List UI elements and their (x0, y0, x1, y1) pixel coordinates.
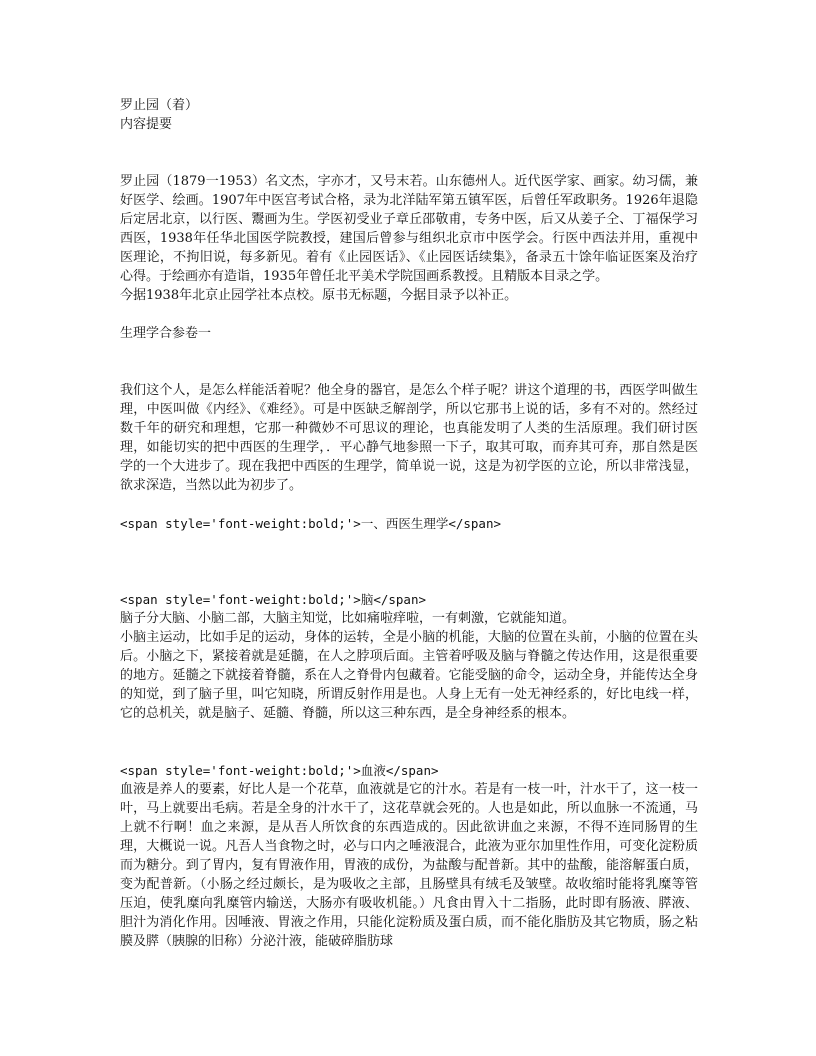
document-page (120, 96, 698, 951)
blood-heading: <span style='font-weight:bold;'>血液</span> (120, 763, 439, 778)
spacer (120, 533, 698, 590)
volume-intro-paragraph: 我们这个人，是怎么样能活着呢？他全身的器官，是怎么个样子呢？讲这个道理的书，西医学叫做生理，中医叫做《内经》、《难经》。可是中医缺乏解剖学，所以它那书上说的话，多有不对的。然经过数千年的研究和理想，它那一种微妙不可思议的理论，也真能发明了人类的生活原理。我们研讨医理，如能切实的把中西医的生理学，．平心静气地参照一下子，取其可取，而弃其可弃，那自然是医学的一个大进步了。现在我把中西医的生理学，简单说一说，这是为初学医的立论，所以非常浅显，欲求深造，当然以此为初步了。 (120, 383, 698, 493)
brain-heading: <span style='font-weight:bold;'>脑</span> (120, 592, 426, 607)
brain-paragraph-2: 小脑主运动，比如手足的运动，身体的运转，全是小脑的机能，大脑的位置在头前，小脑的位置在头后。小脑之下，紧接着就是延髓，在人之脖项后面。主管着呼吸及脑与脊髓之传达作用，这是很重要的地方。延髓之下就接着脊髓，系在人之脊骨内包藏着。它能受脑的命令，运动全身，并能传达全身的知觉，到了脑子里，叫它知晓，所谓反射作用是也。人身上无有一处无神经系的，好比电线一样，它的总机关，就是脑子、延髓、脊髓，所以这三种东西，是全身神经系的根本。 (120, 630, 698, 721)
spacer (120, 343, 698, 381)
spacer (120, 305, 698, 324)
summary-paragraph: 罗止园（1879一1953）名文杰，字亦才，又号末若。山东德州人。近代医学家、画家。幼习儒，兼好医学、绘画。1907年中医宫考试合格，录为北洋陆军第五镇军医，后曾任军政职务。1926年退隐后定居北京，以行医、鬻画为生。学医初受业子章丘邵敬甫，专务中医，后又从姜子仝、丁福保学习西医，1938年任华北国医学院教授，建国后曾参与组织北京市中医学会。行医中西法并用，重视中医理论，不拘旧说，每多新见。着有《止园医话》、《止园医话续集》，备录五十馀年临证医案及治疗心得。于绘画亦有造诣，1935年曾任北平美术学院国画系教授。且精版本目录之学。 (120, 174, 698, 284)
volume-title: 生理学合参卷一 (120, 326, 212, 341)
chapter-heading-western-physiology: <span style='font-weight:bold;'>一、西医生理学</span> (120, 516, 502, 531)
summary-section-title: 内容提要 (120, 117, 173, 132)
author-line: 罗止园（着） (120, 98, 199, 113)
spacer (120, 723, 698, 761)
brain-paragraph-1: 脑子分大脑、小脑二部，大脑主知觉，比如痛啦痒啦，一有刺激，它就能知道。 (120, 611, 576, 626)
edition-note: 今据1938年北京止园学社本点校。原书无标题，今据目录予以补正。 (120, 288, 518, 303)
spacer (120, 495, 698, 514)
blood-paragraph-1: 血液是养人的要素，好比人是一个花草，血液就是它的汁水。若是有一枝一叶，汁水干了，这一枝一叶，马上就要出毛病。若是全身的汁水干了，这花草就会死的。人也是如此，所以血脉一不流通，马上就不行啊！血之来源，是从吾人所饮食的东西造成的。因此欲讲血之来源，不得不连同肠胃的生理，大概说一说。凡吾人当食物之时，必与口内之唾液混合，此液为亚尔加里性作用，可变化淀粉质而为糖分。到了胃内，复有胃液作用，胃液的成份，为盐酸与配普新。其中的盐酸，能溶解蛋白质，变为配普新。（小肠之经过颇长，是为吸收之主部，且肠壁具有绒毛及皱壁。故收缩时能将乳糜等管压迫，使乳糜向乳糜管内输送，大肠亦有吸收机能。）凡食由胃入十二指肠，此时即有肠液、膵液、胆汁为消化作用。因唾液、胃液之作用，只能化淀粉质及蛋白质，而不能化脂肪及其它物质，肠之粘膜及膵（胰腺的旧称）分泌汁液，能破碎脂肪球 (120, 782, 698, 949)
spacer (120, 134, 698, 172)
